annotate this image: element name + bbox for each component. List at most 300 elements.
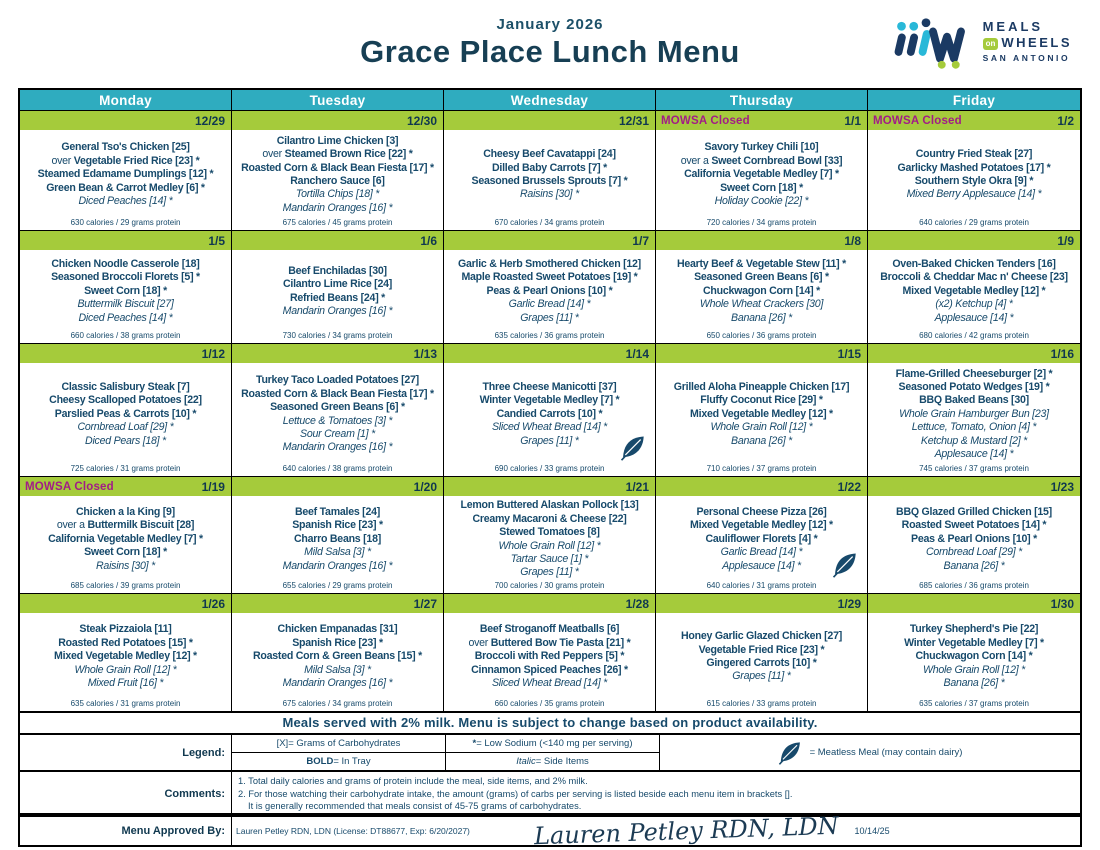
menu-item bbox=[658, 630, 865, 643]
menu-item-text: Grapes [11] * bbox=[520, 311, 579, 324]
calories-note: 710 calories / 37 grams protein bbox=[706, 464, 817, 473]
cell-content bbox=[868, 496, 1080, 593]
menu-item bbox=[234, 202, 441, 215]
calories-note: 675 calories / 34 grams protein bbox=[282, 699, 393, 708]
menu-item-text: Chuckwagon Corn [14] * bbox=[703, 284, 820, 297]
menu-item bbox=[22, 408, 229, 421]
menu-item-text: Whole Grain Roll [12] * bbox=[923, 663, 1025, 676]
menu-item bbox=[446, 637, 653, 650]
date-bar bbox=[20, 344, 231, 363]
legend-carbs-def: = Grams of Carbohydrates bbox=[288, 738, 401, 749]
date-bar bbox=[868, 231, 1080, 250]
menu-item bbox=[870, 421, 1078, 434]
closed-label: MOWSA Closed bbox=[25, 480, 114, 493]
menu-item bbox=[234, 135, 441, 148]
calories-note: 660 calories / 38 grams protein bbox=[70, 331, 181, 340]
menu-items bbox=[22, 498, 229, 581]
menu-item-text: Spanish Rice [23] * bbox=[292, 636, 383, 649]
menu-item bbox=[234, 428, 441, 441]
menu-items bbox=[22, 252, 229, 331]
menu-item-text: Lettuce & Tomatoes [3] * bbox=[282, 414, 393, 427]
menu-item bbox=[658, 381, 865, 394]
menu-item bbox=[870, 408, 1078, 421]
day-cell-12-29 bbox=[20, 111, 232, 231]
menu-item-text: Hearty Beef & Vegetable Stew [11] * bbox=[676, 257, 847, 270]
day-cell-12-31 bbox=[444, 111, 656, 231]
date-bar bbox=[232, 344, 443, 363]
calories-note: 640 calories / 38 grams protein bbox=[282, 464, 393, 473]
calories-note: 730 calories / 34 grams protein bbox=[282, 331, 393, 340]
legend-low-sodium bbox=[446, 735, 659, 753]
legend-bold-def: = In Tray bbox=[333, 756, 371, 767]
menu-item bbox=[22, 623, 229, 636]
menu-item-text: Banana [26] * bbox=[731, 434, 792, 447]
menu-item-text: Ketchup & Mustard [2] * bbox=[920, 434, 1028, 447]
menu-item bbox=[22, 298, 229, 311]
calories-note: 725 calories / 31 grams protein bbox=[70, 464, 181, 473]
menu-item-text: Broccoli & Cheddar Mac n' Cheese [23] bbox=[880, 271, 1068, 284]
closed-label: MOWSA Closed bbox=[661, 114, 750, 127]
menu-item-text: Mandarin Oranges [16] * bbox=[282, 559, 393, 572]
menu-item-text: Seasoned Green Beans [6] * bbox=[270, 401, 405, 414]
calories-note: 635 calories / 31 grams protein bbox=[70, 699, 181, 708]
cell-content bbox=[232, 130, 443, 230]
menu-item bbox=[446, 408, 653, 421]
menu-item bbox=[234, 175, 441, 188]
menu-item-text: Personal Cheese Pizza [26] bbox=[696, 505, 827, 518]
day-cell-1-16 bbox=[868, 344, 1080, 477]
cell-content bbox=[232, 250, 443, 343]
date-bar bbox=[444, 231, 655, 250]
menu-item-text: Turkey Taco Loaded Potatoes [27] bbox=[256, 374, 419, 387]
menu-item-text: Banana [26] * bbox=[731, 311, 792, 324]
menu-item-text: Roasted Sweet Potatoes [14] * bbox=[901, 519, 1047, 532]
menu-item-text: Mandarin Oranges [16] * bbox=[282, 677, 393, 690]
menu-items bbox=[870, 615, 1078, 699]
cell-content bbox=[656, 496, 867, 593]
menu-item bbox=[234, 533, 441, 546]
menu-item-text: Mild Salsa [3] * bbox=[304, 663, 371, 676]
date-bar bbox=[232, 477, 443, 496]
menu-item bbox=[234, 650, 441, 663]
menu-item-text: Sweet Corn [18] * bbox=[84, 284, 167, 297]
menu-item-text: Sweet Cornbread Bowl [33] bbox=[711, 154, 843, 167]
date-label: 1/7 bbox=[632, 233, 649, 248]
logo-on-badge: on bbox=[983, 38, 999, 50]
menu-item bbox=[234, 519, 441, 532]
logo-meals: MEALS bbox=[982, 19, 1044, 35]
approval-signature: Lauren Petley RDN, LDN bbox=[533, 811, 839, 850]
menu-item-text: Beef Enchiladas [30] bbox=[288, 264, 387, 277]
menu-item bbox=[658, 519, 865, 532]
menu-item bbox=[658, 168, 865, 181]
menu-item bbox=[870, 188, 1078, 201]
menu-item bbox=[234, 560, 441, 573]
menu-item bbox=[658, 195, 865, 208]
menu-items bbox=[22, 365, 229, 464]
menu-item-prefix: over a bbox=[56, 519, 88, 532]
menu-item bbox=[446, 162, 653, 175]
menu-item bbox=[234, 305, 441, 318]
menu-item bbox=[22, 650, 229, 663]
logo-city: SAN ANTONIO bbox=[982, 53, 1071, 64]
menu-item bbox=[870, 623, 1078, 636]
menu-item bbox=[446, 312, 653, 325]
date-bar bbox=[444, 344, 655, 363]
date-label: 1/22 bbox=[837, 479, 861, 494]
menu-items bbox=[234, 132, 441, 218]
menu-item-text: Steamed Edamame Dumplings [12] * bbox=[37, 168, 214, 181]
menu-item bbox=[658, 533, 865, 546]
menu-item bbox=[870, 506, 1078, 519]
menu-item bbox=[870, 533, 1078, 546]
calories-note: 660 calories / 35 grams protein bbox=[494, 699, 605, 708]
menu-item bbox=[446, 394, 653, 407]
date-bar bbox=[656, 111, 867, 130]
date-label: 1/16 bbox=[1050, 346, 1074, 361]
menu-item-text: Roasted Red Potatoes [15] * bbox=[58, 636, 193, 649]
logo-wheels: WHEELS bbox=[1001, 35, 1072, 51]
menu-month: January 2026 bbox=[496, 16, 604, 33]
menu-item bbox=[446, 421, 653, 434]
date-label: 1/27 bbox=[413, 596, 437, 611]
menu-item-text: Southern Style Okra [9] * bbox=[914, 175, 1034, 187]
menu-item bbox=[446, 650, 653, 663]
cell-content bbox=[20, 496, 231, 593]
menu-item bbox=[870, 394, 1078, 407]
approval-label: Menu Approved By: bbox=[20, 817, 232, 845]
menu-item bbox=[22, 312, 229, 325]
menu-item bbox=[870, 637, 1078, 650]
menu-items bbox=[234, 615, 441, 699]
legend-meatless bbox=[660, 735, 1080, 770]
menu-item-text: Beef Stroganoff Meatballs [6] bbox=[479, 623, 620, 636]
cell-content bbox=[868, 250, 1080, 343]
menu-item bbox=[234, 148, 441, 161]
menu-item bbox=[870, 258, 1078, 271]
cell-content bbox=[20, 613, 231, 711]
menu-item-text: Roasted Corn & Black Bean Fiesta [17] * bbox=[241, 161, 434, 174]
menu-calendar bbox=[18, 88, 1082, 713]
day-cell-1-9 bbox=[868, 231, 1080, 344]
menu-item-text: Whole Grain Roll [12] * bbox=[74, 663, 177, 676]
menu-item-text: Cornbread Loaf [29] * bbox=[77, 421, 174, 434]
menu-item-text: Winter Vegetable Medley [7] * bbox=[479, 394, 620, 407]
menu-item bbox=[870, 448, 1078, 461]
menu-item-text: Sweet Corn [18] * bbox=[84, 546, 167, 559]
legend-italic-def: = Side Items bbox=[535, 756, 589, 767]
menu-item bbox=[234, 677, 441, 690]
comment-line: 1. Total daily calories and grams of protein include the meal, side items, and 2% milk. bbox=[238, 776, 588, 786]
menu-item-text: Roasted Corn & Black Bean Fiesta [17] * bbox=[241, 387, 434, 400]
day-cell-1-20 bbox=[232, 477, 444, 594]
date-label: 1/26 bbox=[201, 596, 225, 611]
menu-item bbox=[658, 285, 865, 298]
comment-line: It is generally recommended that meals consist of 45-75 grams of carbohydrates. bbox=[248, 801, 582, 811]
menu-item-text: Savory Turkey Chili [10] bbox=[704, 141, 819, 154]
approval-body bbox=[232, 811, 1080, 850]
date-bar bbox=[20, 231, 231, 250]
date-label: 1/13 bbox=[413, 346, 437, 361]
menu-item-text: Mixed Vegetable Medley [12] * bbox=[54, 650, 197, 663]
menu-item-text: Chicken Noodle Casserole [18] bbox=[51, 257, 200, 270]
menu-item bbox=[870, 312, 1078, 325]
date-label: 1/23 bbox=[1050, 479, 1074, 494]
menu-item bbox=[870, 381, 1078, 394]
menu-item bbox=[446, 175, 653, 188]
cell-content bbox=[20, 130, 231, 230]
menu-items bbox=[658, 252, 865, 331]
approval-license: Lauren Petley RDN, LDN (License: DT88677, Exp: 6/20/2027) bbox=[236, 826, 470, 836]
cell-content bbox=[656, 250, 867, 343]
day-cell-1-14 bbox=[444, 344, 656, 477]
menu-item bbox=[22, 435, 229, 448]
menu-item bbox=[658, 394, 865, 407]
menu-item-text: Creamy Macaroni & Cheese [22] bbox=[472, 512, 627, 525]
menu-item bbox=[658, 271, 865, 284]
menu-item-text: Cinnamon Spiced Peaches [26] * bbox=[471, 663, 628, 676]
menu-item-text: Applesauce [14] * bbox=[722, 559, 801, 572]
legend-label: Legend: bbox=[20, 735, 232, 770]
menu-item bbox=[22, 141, 229, 154]
menu-item-text: Applesauce [14] * bbox=[934, 311, 1014, 324]
menu-item-text: Charro Beans [18] bbox=[293, 532, 381, 545]
cell-content bbox=[656, 363, 867, 476]
menu-item bbox=[446, 271, 653, 284]
menu-item bbox=[658, 408, 865, 421]
menu-item-prefix: over bbox=[468, 636, 491, 649]
cell-content bbox=[444, 130, 655, 230]
date-bar bbox=[444, 594, 655, 613]
menu-items bbox=[658, 365, 865, 464]
menu-item bbox=[870, 298, 1078, 311]
calories-note: 745 calories / 37 grams protein bbox=[919, 464, 1029, 473]
date-label: 12/31 bbox=[618, 113, 649, 128]
menu-item bbox=[22, 560, 229, 573]
menu-item bbox=[22, 506, 229, 519]
legend-italic-term: Italic bbox=[516, 756, 536, 767]
menu-item-text: BBQ Glazed Grilled Chicken [15] bbox=[896, 505, 1052, 518]
menu-item-text: Cornbread Loaf [29] * bbox=[925, 546, 1023, 559]
cell-content bbox=[20, 363, 231, 476]
menu-item-text: Banana [26] * bbox=[943, 677, 1005, 690]
menu-item-text: Buttered Bow Tie Pasta [21] * bbox=[490, 636, 631, 649]
date-bar bbox=[656, 344, 867, 363]
menu-items bbox=[446, 132, 653, 218]
menu-item-text: Garlic Bread [14] * bbox=[508, 298, 591, 311]
menu-item-text: Parslied Peas & Carrots [10] * bbox=[54, 407, 197, 420]
menu-item bbox=[22, 394, 229, 407]
legend-carbs-term: [X] bbox=[276, 738, 289, 749]
menu-item bbox=[22, 664, 229, 677]
legend-low-sodium-def: = Low Sodium (<140 mg per serving) bbox=[476, 738, 633, 749]
menu-item bbox=[22, 677, 229, 690]
menu-item-text: (x2) Ketchup [4] * bbox=[935, 298, 1013, 311]
menu-item bbox=[658, 670, 865, 683]
menu-item bbox=[446, 677, 653, 690]
calories-note: 655 calories / 29 grams protein bbox=[282, 581, 393, 590]
menu-item-text: Three Cheese Manicotti [37] bbox=[482, 380, 617, 393]
menu-item bbox=[658, 435, 865, 448]
menu-item-text: Mixed Berry Applesauce [14] * bbox=[906, 188, 1042, 201]
menu-item bbox=[446, 513, 653, 526]
menu-item bbox=[870, 285, 1078, 298]
calories-note: 720 calories / 34 grams protein bbox=[706, 218, 817, 227]
menu-item-text: Mixed Vegetable Medley [12] * bbox=[690, 519, 833, 532]
menu-item bbox=[446, 188, 653, 201]
menu-item bbox=[446, 664, 653, 677]
date-label: 1/8 bbox=[844, 233, 861, 248]
menu-item-text: Diced Peaches [14] * bbox=[78, 195, 173, 208]
date-label: 1/28 bbox=[625, 596, 649, 611]
date-bar bbox=[444, 111, 655, 130]
date-label: 1/21 bbox=[625, 479, 649, 494]
menu-item bbox=[234, 162, 441, 175]
calories-note: 700 calories / 30 grams protein bbox=[494, 581, 605, 590]
cell-content bbox=[20, 250, 231, 343]
day-cell-1-12 bbox=[20, 344, 232, 477]
menu-item-text: Turkey Shepherd's Pie [22] bbox=[909, 623, 1039, 636]
menu-item-text: Roasted Corn & Green Beans [15] * bbox=[253, 650, 422, 663]
cell-content bbox=[868, 130, 1080, 230]
menu-item-text: Tortilla Chips [18] * bbox=[295, 188, 380, 201]
day-header-tuesday: Tuesday bbox=[232, 90, 444, 111]
menu-item-text: Oven-Baked Chicken Tenders [16] bbox=[892, 257, 1056, 270]
menu-item-text: General Tso's Chicken [25] bbox=[61, 141, 190, 154]
date-label: 1/9 bbox=[1057, 233, 1074, 248]
day-cell-1-26 bbox=[20, 594, 232, 711]
menu-item bbox=[870, 664, 1078, 677]
menu-item-text: Broccoli with Red Peppers [5] * bbox=[474, 650, 625, 663]
menu-items bbox=[234, 498, 441, 581]
menu-item-text: Beef Tamales [24] bbox=[294, 505, 381, 518]
day-header-thursday: Thursday bbox=[656, 90, 868, 111]
date-bar bbox=[656, 477, 867, 496]
legend-bold-term: BOLD bbox=[306, 756, 334, 767]
legend-col-2 bbox=[446, 735, 660, 770]
menu-item-text: Tartar Sauce [1] * bbox=[510, 552, 589, 565]
day-cell-1-7 bbox=[444, 231, 656, 344]
menu-item bbox=[234, 188, 441, 201]
menu-items bbox=[870, 132, 1078, 218]
menu-item bbox=[22, 182, 229, 195]
menu-item-text: Grapes [11] * bbox=[520, 566, 579, 579]
day-cell-12-30 bbox=[232, 111, 444, 231]
menu-item-text: Cheesy Scalloped Potatoes [22] bbox=[49, 394, 202, 407]
day-cell-1-27 bbox=[232, 594, 444, 711]
day-cell-1-29 bbox=[656, 594, 868, 711]
menu-item bbox=[234, 278, 441, 291]
menu-item-text: Lemon Buttered Alaskan Pollock [13] bbox=[460, 499, 639, 512]
calories-note: 615 calories / 33 grams protein bbox=[706, 699, 817, 708]
menu-item-text: Vegetable Fried Rice [23] * bbox=[73, 154, 200, 167]
menu-items bbox=[22, 132, 229, 218]
menu-item-text: Maple Roasted Sweet Potatoes [19] * bbox=[461, 271, 638, 284]
day-cell-1-6 bbox=[232, 231, 444, 344]
date-label: 1/19 bbox=[201, 479, 225, 494]
date-label: 1/15 bbox=[837, 346, 861, 361]
menu-item bbox=[446, 258, 653, 271]
menu-item-text: Refried Beans [24] * bbox=[289, 291, 386, 304]
menu-item-text: Whole Grain Roll [12] * bbox=[710, 421, 813, 434]
menu-item bbox=[234, 388, 441, 401]
date-label: 1/1 bbox=[844, 113, 861, 128]
menu-item bbox=[234, 401, 441, 414]
date-bar bbox=[868, 111, 1080, 130]
mow-logo bbox=[891, 14, 1072, 70]
menu-item bbox=[446, 148, 653, 161]
page-title: Grace Place Lunch Menu bbox=[360, 34, 740, 69]
menu-item-text: Seasoned Brussels Sprouts [7] * bbox=[471, 175, 628, 187]
cell-content bbox=[656, 130, 867, 230]
menu-item-text: Buttermilk Biscuit [28] bbox=[87, 519, 195, 532]
menu-item bbox=[658, 657, 865, 670]
cell-content bbox=[232, 496, 443, 593]
menu-item bbox=[870, 175, 1078, 188]
menu-item-text: Cauliflower Florets [4] * bbox=[705, 532, 818, 545]
menu-item-text: Seasoned Potato Wedges [19] * bbox=[898, 380, 1050, 393]
date-bar bbox=[232, 111, 443, 130]
menu-item bbox=[870, 519, 1078, 532]
menu-item-text: Sliced Wheat Bread [14] * bbox=[491, 421, 608, 434]
menu-item bbox=[870, 546, 1078, 559]
menu-item bbox=[22, 258, 229, 271]
menu-item-text: Stewed Tomatoes [8] bbox=[499, 526, 600, 539]
menu-item bbox=[658, 506, 865, 519]
day-cell-1-13 bbox=[232, 344, 444, 477]
menu-item-text: Cilantro Lime Chicken [3] bbox=[276, 134, 399, 147]
menu-item bbox=[446, 526, 653, 539]
menu-item bbox=[658, 155, 865, 168]
menu-item bbox=[446, 298, 653, 311]
menu-item-text: Garlic & Herb Smothered Chicken [12] bbox=[458, 257, 641, 270]
day-cell-1-28 bbox=[444, 594, 656, 711]
menu-item-text: Country Fried Steak [27] bbox=[915, 148, 1033, 161]
calories-note: 650 calories / 36 grams protein bbox=[706, 331, 817, 340]
menu-item bbox=[870, 435, 1078, 448]
menu-item-prefix: over bbox=[262, 148, 285, 161]
menu-item bbox=[234, 546, 441, 559]
meatless-leaf-icon bbox=[620, 435, 646, 461]
menu-item bbox=[446, 285, 653, 298]
menu-item bbox=[234, 292, 441, 305]
date-label: 1/2 bbox=[1057, 113, 1074, 128]
calories-note: 690 calories / 33 grams protein bbox=[494, 464, 605, 473]
menu-item-text: Raisins [30] * bbox=[520, 188, 579, 201]
date-bar bbox=[656, 231, 867, 250]
menu-item bbox=[22, 195, 229, 208]
day-cell-1-22 bbox=[656, 477, 868, 594]
day-cell-1-30 bbox=[868, 594, 1080, 711]
menu-item-text: Whole Wheat Crackers [30] bbox=[699, 298, 824, 311]
menu-items bbox=[658, 132, 865, 218]
menu-item-text: Steamed Brown Rice [22] * bbox=[284, 148, 413, 161]
date-label: 1/20 bbox=[413, 479, 437, 494]
menu-item-text: Steak Pizzaiola [11] bbox=[79, 623, 172, 636]
menu-item bbox=[22, 421, 229, 434]
menu-item bbox=[446, 381, 653, 394]
menu-item-text: Garlic Bread [14] * bbox=[720, 546, 803, 559]
menu-item bbox=[22, 285, 229, 298]
menu-item-text: Cilantro Lime Rice [24] bbox=[282, 278, 393, 291]
date-label: 12/29 bbox=[194, 113, 225, 128]
menu-item bbox=[446, 553, 653, 566]
menu-item-text: Mixed Vegetable Medley [12] * bbox=[902, 284, 1046, 297]
menu-item-text: Seasoned Green Beans [6] * bbox=[694, 271, 829, 284]
menu-item-text: Flame-Grilled Cheeseburger [2] * bbox=[895, 367, 1053, 380]
menu-item-text: Vegetable Fried Rice [23] * bbox=[698, 643, 825, 656]
legend-italic bbox=[446, 753, 659, 770]
